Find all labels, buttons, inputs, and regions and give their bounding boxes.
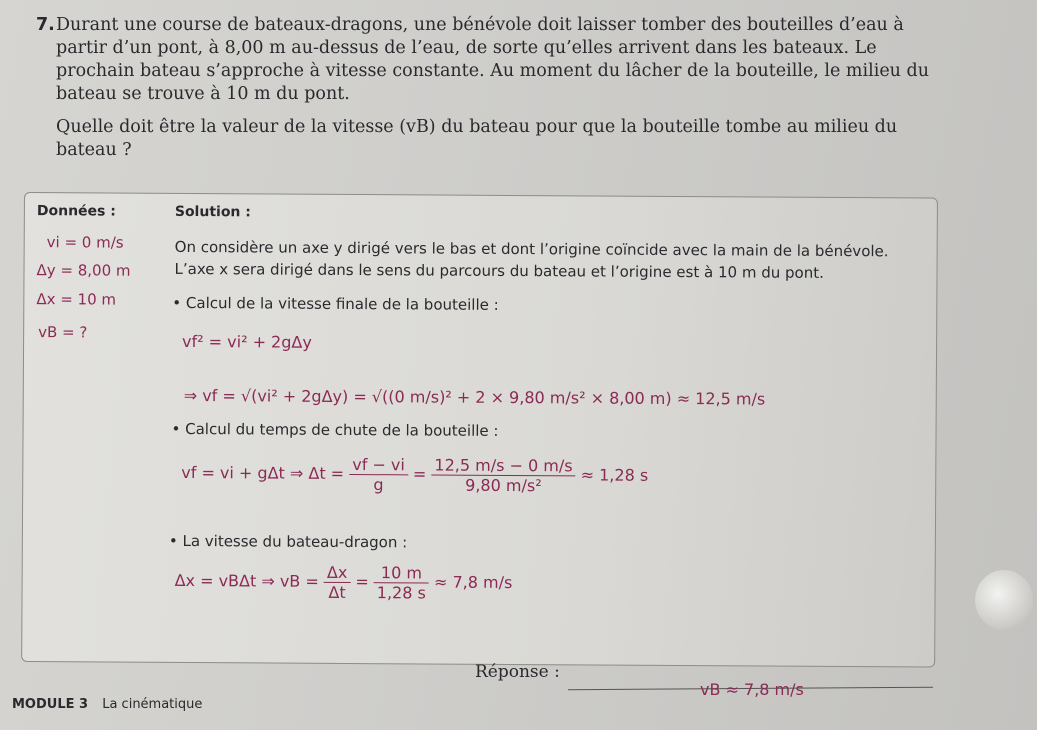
eq3-result: ≈ 1,28 s [580,465,649,485]
problem-number: 7. [36,15,55,35]
solution-box [21,192,938,668]
eq4-fraction-2: $\frac{10 m}{1,28 s}$ [374,563,429,602]
datum-vi: vi = 0 m/s [46,233,124,252]
binder-ring [975,570,1033,630]
bullet-fall-time: • Calcul du temps de chute de la bouteille : [171,419,499,440]
problem-statement [36,14,936,172]
eq3-left: vf = vi + gΔt ⇒ Δt = [181,462,345,483]
bullet-final-velocity: • Calcul de la vitesse finale de la bouteille : [172,293,499,314]
bullet-boat-speed: • La vitesse du bateau-dragon : [168,531,408,552]
equation-1: vf² = vi² + 2gΔy [182,331,312,352]
equation-4: Δx = vBΔt ⇒ vB = $\frac{\Delta x}{\Delta t}$ = $\frac{10 m}{1,28 s}$ ≈ 7,8 m/s [174,562,513,603]
eq4-fraction-1: $\frac{\Delta x}{\Delta t}$ [324,563,351,602]
equation-3: vf = vi + gΔt ⇒ Δt = $\frac{vf - vi}{g}$ = $\frac{12,5 m/s - 0 m/s}{\text{9,80 m/s²}}$ ≈ 1,28 s [181,455,649,496]
datum-dy: Δy = 8,00 m [36,261,131,280]
datum-dx: Δx = 10 m [36,290,117,309]
eq4-result: ≈ 7,8 m/s [433,572,513,592]
eq4-left: Δx = vBΔt ⇒ vB = [174,570,319,591]
problem-question: Quelle doit être la valeur de la vitesse (vB) du bateau pour que la bouteille tombe au milieu du bateau ? [56,117,898,160]
eq3-fraction-1: $\frac{vf - vi}{g}$ [349,455,408,494]
solution-label: Solution : [174,203,251,221]
problem-paragraph-1: Durant une course de bateaux-dragons, une bénévole doit laisser tomber des bouteilles d’eau à partir d’un pont, à 8,00 m au-dessus de l’eau, de sorte qu’elles arrivent dans les bateaux. Le prochain bateau s’approche à vitesse constante. Au moment du lâcher de la bouteille, le milieu du bateau se trouve à 10 m du pont. [56,15,929,104]
eq3-fraction-2: $\frac{12,5 m/s - 0 m/s}{\text{9,80 m/s²}}$ [431,455,575,495]
reponse-label: Réponse : [475,662,560,682]
module-number: MODULE 3 [12,697,89,712]
solution-intro-2: L’axe x sera dirigé dans le sens du parcours du bateau et l’origine est à 10 m du pont. [174,259,824,282]
datum-vb: vB = ? [38,323,88,342]
equation-2: ⇒ vf = √(vi² + 2gΔy) = √((0 m/s)² + 2 × 9,80 m/s² × 8,00 m) ≈ 12,5 m/s [183,385,766,409]
page-footer [12,697,202,712]
solution-intro-1: On considère un axe y dirigé vers le bas et dont l’origine coïncide avec la main de la bénévole. [174,237,889,261]
reponse-value: vB ≈ 7,8 m/s [700,680,804,699]
donnees-label: Données : [36,203,116,220]
module-title: La cinématique [102,697,203,712]
